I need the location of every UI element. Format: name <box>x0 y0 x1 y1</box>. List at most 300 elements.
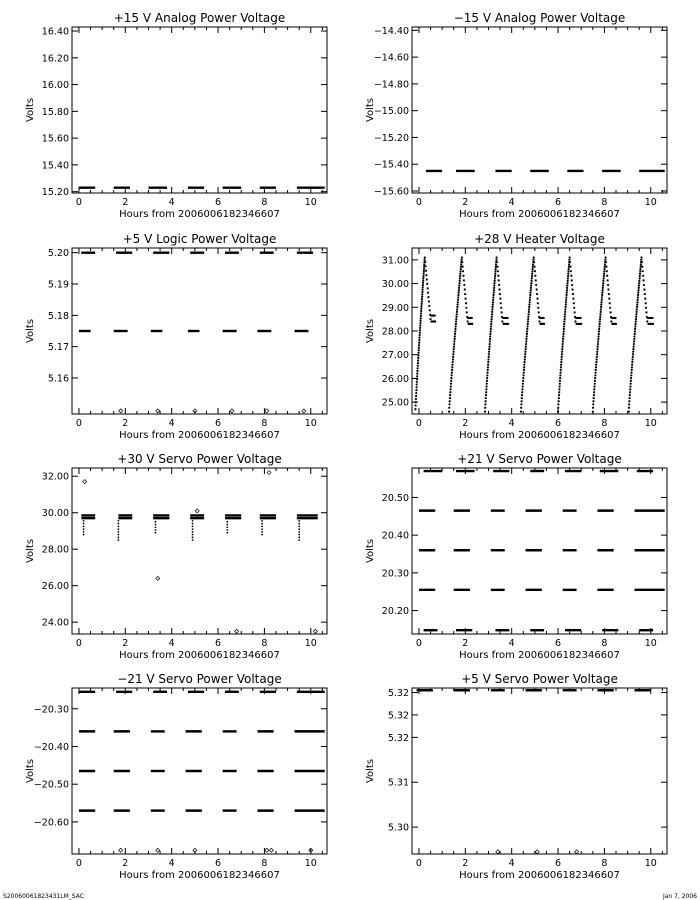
data-point <box>429 309 431 311</box>
data-point <box>492 304 494 306</box>
y-axis-label: Volts <box>365 318 376 344</box>
data-point <box>422 282 424 284</box>
y-tick-label: −20.30 <box>33 704 69 716</box>
data-point <box>490 321 492 323</box>
data-point <box>524 356 526 358</box>
data-point <box>593 385 595 387</box>
data-point <box>525 343 527 345</box>
data-point <box>602 282 604 284</box>
data-point <box>418 347 420 349</box>
data-point <box>557 411 559 413</box>
y-tick-label: −15.40 <box>373 159 409 171</box>
data-point <box>599 323 601 325</box>
x-tick-label: 6 <box>215 638 222 649</box>
y-tick-label: 15.20 <box>41 187 69 199</box>
data-point <box>416 378 418 380</box>
data-point <box>630 374 632 376</box>
y-tick-label: 16.00 <box>41 80 69 92</box>
data-point <box>531 275 533 277</box>
chart-title: −15 V Analog Power Voltage <box>453 11 626 25</box>
data-point <box>596 358 598 360</box>
data-point <box>523 361 525 363</box>
data-point <box>593 397 595 399</box>
data-point <box>490 328 492 330</box>
data-point <box>494 280 496 282</box>
data-point <box>427 292 429 294</box>
data-point <box>421 291 423 293</box>
data-point <box>604 256 606 258</box>
data-point <box>418 339 420 341</box>
data-point <box>594 380 596 382</box>
x-axis-label: Hours from 2006006182346607 <box>119 650 280 661</box>
data-point <box>461 256 463 258</box>
data-point <box>192 531 194 533</box>
data-point <box>495 268 497 270</box>
data-point <box>416 370 418 372</box>
data-point <box>633 343 635 345</box>
y-tick-label: 5.18 <box>47 310 69 322</box>
y-tick-label: 30.00 <box>41 508 69 520</box>
x-axis-label: Hours from 2006006182346607 <box>119 870 280 881</box>
data-point <box>117 528 119 530</box>
y-tick-label: 15.60 <box>41 133 69 145</box>
data-point <box>420 315 422 317</box>
data-point <box>192 520 194 522</box>
y-tick-label: −14.80 <box>373 79 409 91</box>
data-point <box>496 256 498 258</box>
data-point <box>419 320 421 322</box>
data-point <box>414 408 416 410</box>
data-point <box>450 377 452 379</box>
data-point <box>192 536 194 538</box>
data-point <box>423 270 425 272</box>
data-point <box>464 293 466 295</box>
data-point <box>600 306 602 308</box>
data-point <box>417 354 419 356</box>
data-point <box>615 323 617 325</box>
data-point <box>83 523 85 525</box>
x-tick-label: 6 <box>215 197 222 208</box>
data-point <box>489 335 491 337</box>
data-point <box>192 534 194 536</box>
x-tick-label: 2 <box>462 197 469 208</box>
data-point <box>498 288 500 290</box>
data-point <box>457 299 459 301</box>
data-point <box>423 268 425 270</box>
data-point <box>83 531 85 533</box>
data-point <box>155 526 157 528</box>
data-point <box>83 534 85 536</box>
data-point <box>526 335 528 337</box>
data-point <box>564 311 566 313</box>
data-point <box>594 377 596 379</box>
data-point <box>428 300 430 302</box>
data-point <box>486 372 488 374</box>
data-point <box>564 306 566 308</box>
data-point <box>453 340 455 342</box>
data-point <box>463 279 465 281</box>
data-point <box>261 534 263 536</box>
x-tick-label: 8 <box>601 858 608 869</box>
data-point <box>560 361 562 363</box>
data-point <box>302 409 306 413</box>
x-tick-label: 4 <box>508 858 515 869</box>
data-point <box>529 292 531 294</box>
data-point <box>507 323 509 325</box>
data-point <box>459 273 461 275</box>
data-point <box>490 323 492 325</box>
data-point <box>561 348 563 350</box>
data-point <box>491 316 493 318</box>
data-point <box>450 385 452 387</box>
data-point <box>265 848 269 852</box>
data-point <box>119 409 123 413</box>
data-point <box>269 848 273 852</box>
data-point <box>562 333 564 335</box>
data-point <box>641 261 643 263</box>
data-point <box>598 325 600 327</box>
data-point <box>571 279 573 281</box>
data-point <box>535 279 537 281</box>
data-point <box>471 323 473 325</box>
data-point <box>488 351 490 353</box>
data-point <box>226 526 228 528</box>
y-tick-label: 32.00 <box>41 471 69 483</box>
data-point <box>458 289 460 291</box>
data-point <box>566 292 568 294</box>
data-point <box>521 394 523 396</box>
data-point <box>428 305 430 307</box>
data-point <box>526 333 528 335</box>
data-point <box>564 308 566 310</box>
data-point <box>639 275 641 277</box>
data-point <box>421 303 423 305</box>
data-point <box>570 275 572 277</box>
data-point <box>487 361 489 363</box>
data-point <box>526 328 528 330</box>
data-point <box>638 280 640 282</box>
data-point <box>525 340 527 342</box>
y-tick-label: 30.00 <box>381 279 409 291</box>
data-point <box>559 377 561 379</box>
data-point <box>491 306 493 308</box>
data-point <box>524 351 526 353</box>
data-point <box>456 304 458 306</box>
data-point <box>497 275 499 277</box>
data-point <box>459 270 461 272</box>
y-axis-label: Volts <box>25 538 36 564</box>
data-point <box>572 293 574 295</box>
data-point <box>564 316 566 318</box>
data-point <box>631 366 633 368</box>
data-point <box>525 348 527 350</box>
x-tick-label: 0 <box>415 418 422 429</box>
plot-frame <box>72 27 327 193</box>
data-point <box>557 403 559 405</box>
data-point <box>636 301 638 303</box>
data-point <box>629 391 631 393</box>
chart-title: +5 V Servo Power Voltage <box>461 672 618 686</box>
y-tick-label: 20.20 <box>381 606 409 618</box>
plot-frame <box>72 468 327 634</box>
y-tick-label: 31.00 <box>381 255 409 267</box>
data-point <box>420 305 422 307</box>
data-point <box>634 330 636 332</box>
data-point <box>558 394 560 396</box>
data-point <box>484 411 486 413</box>
data-point <box>415 395 417 397</box>
data-point <box>595 361 597 363</box>
data-point <box>607 288 609 290</box>
x-tick-label: 10 <box>644 418 657 429</box>
data-point <box>490 325 492 327</box>
data-point <box>527 323 529 325</box>
data-point <box>449 397 451 399</box>
x-axis-label: Hours from 2006006182346607 <box>119 430 280 441</box>
data-point <box>117 536 119 538</box>
data-point <box>457 301 459 303</box>
data-point <box>458 282 460 284</box>
data-point <box>559 372 561 374</box>
data-point <box>192 539 194 541</box>
data-point <box>155 524 157 526</box>
data-point <box>416 373 418 375</box>
data-point <box>565 299 567 301</box>
data-point <box>631 369 633 371</box>
data-point <box>600 301 602 303</box>
data-point <box>529 294 531 296</box>
data-point <box>420 308 422 310</box>
data-point <box>456 311 458 313</box>
data-point <box>603 275 605 277</box>
data-point <box>452 356 454 358</box>
data-layer <box>79 253 313 413</box>
x-tick-label: 6 <box>555 197 562 208</box>
data-point <box>156 848 160 852</box>
data-point <box>117 534 119 536</box>
data-point <box>565 296 567 298</box>
data-point <box>529 301 531 303</box>
data-point <box>526 330 528 332</box>
x-tick-label: 6 <box>215 418 222 429</box>
data-point <box>494 273 496 275</box>
chart-panel-6 <box>365 452 667 661</box>
data-point <box>631 364 633 366</box>
data-point <box>580 317 582 319</box>
y-axis-label: Volts <box>365 97 376 123</box>
data-point <box>568 263 570 265</box>
data-point <box>419 332 421 334</box>
data-point <box>534 275 536 277</box>
y-tick-label: 28.00 <box>41 544 69 556</box>
data-point <box>494 275 496 277</box>
data-point <box>536 293 538 295</box>
data-point <box>492 301 494 303</box>
data-point <box>574 320 576 322</box>
data-point <box>449 388 451 390</box>
x-tick-label: 0 <box>415 858 422 869</box>
data-point <box>598 328 600 330</box>
x-tick-label: 0 <box>75 418 82 429</box>
data-point <box>434 320 436 322</box>
y-tick-label: 27.00 <box>381 350 409 362</box>
data-point <box>453 343 455 345</box>
data-point <box>456 306 458 308</box>
data-point <box>529 299 531 301</box>
data-point <box>493 292 495 294</box>
data-point <box>567 277 569 279</box>
data-point <box>454 335 456 337</box>
data-point <box>421 289 423 291</box>
data-point <box>484 407 486 409</box>
data-point <box>628 411 630 413</box>
data-point <box>630 377 632 379</box>
data-point <box>496 261 498 263</box>
data-point <box>83 480 87 484</box>
data-point <box>528 313 530 315</box>
data-point <box>521 388 523 390</box>
data-point <box>459 277 461 279</box>
y-tick-label: 5.20 <box>47 248 69 260</box>
data-point <box>500 307 502 309</box>
data-point <box>527 316 529 318</box>
data-point <box>632 351 634 353</box>
data-point <box>226 521 228 523</box>
data-point <box>603 268 605 270</box>
data-point <box>571 284 573 286</box>
data-point <box>522 380 524 382</box>
data-point <box>521 391 523 393</box>
y-tick-label: 26.00 <box>41 581 69 593</box>
data-point <box>532 263 534 265</box>
data-point <box>492 296 494 298</box>
data-point <box>460 268 462 270</box>
data-point <box>633 345 635 347</box>
x-tick-label: 6 <box>555 858 562 869</box>
y-tick-label: 5.32 <box>387 687 409 699</box>
chart-panel-1 <box>25 11 327 220</box>
data-point <box>530 282 532 284</box>
data-point <box>640 256 642 258</box>
data-point <box>602 287 604 289</box>
data-point <box>467 320 469 322</box>
data-point <box>226 529 228 531</box>
data-point <box>418 349 420 351</box>
data-point <box>534 270 536 272</box>
data-point <box>637 299 639 301</box>
data-point <box>455 325 457 327</box>
data-point <box>484 403 486 405</box>
data-point <box>563 325 565 327</box>
x-axis-label: Hours from 2006006182346607 <box>459 209 620 220</box>
data-point <box>629 394 631 396</box>
data-point <box>644 293 646 295</box>
data-point <box>600 311 602 313</box>
data-point <box>500 302 502 304</box>
data-point <box>559 380 561 382</box>
data-point <box>451 369 453 371</box>
data-point <box>637 294 639 296</box>
data-point <box>261 531 263 533</box>
data-point <box>453 345 455 347</box>
data-point <box>568 259 570 261</box>
data-point <box>645 302 647 304</box>
data-point <box>420 312 422 314</box>
data-point <box>598 333 600 335</box>
data-point <box>155 529 157 531</box>
y-tick-label: −14.60 <box>373 52 409 64</box>
data-point <box>525 345 527 347</box>
data-point <box>596 348 598 350</box>
data-point <box>465 307 467 309</box>
x-tick-label: 0 <box>415 638 422 649</box>
data-point <box>226 532 228 534</box>
x-tick-label: 6 <box>555 418 562 429</box>
data-point <box>520 407 522 409</box>
data-point <box>83 528 85 530</box>
data-point <box>610 320 612 322</box>
y-tick-label: −14.40 <box>373 25 409 37</box>
data-point <box>415 404 417 406</box>
data-point <box>424 261 426 263</box>
data-point <box>605 266 607 268</box>
data-point <box>523 369 525 371</box>
chart-title: +5 V Logic Power Voltage <box>122 232 277 246</box>
footer-right: Jan 7, 2006 <box>662 893 697 900</box>
x-tick-label: 2 <box>122 418 129 429</box>
data-point <box>557 407 559 409</box>
data-point <box>455 318 457 320</box>
data-point <box>453 348 455 350</box>
data-point <box>267 471 271 475</box>
data-point <box>501 320 503 322</box>
data-point <box>638 284 640 286</box>
data-point <box>527 321 529 323</box>
data-point <box>192 528 194 530</box>
x-tick-label: 8 <box>601 418 608 429</box>
data-point <box>646 320 648 322</box>
x-tick-label: 10 <box>644 858 657 869</box>
data-point <box>487 369 489 371</box>
data-point <box>485 400 487 402</box>
y-tick-label: 5.19 <box>47 279 69 291</box>
data-point <box>603 273 605 275</box>
data-point <box>609 302 611 304</box>
data-point <box>560 366 562 368</box>
data-point <box>415 386 417 388</box>
data-point <box>192 523 194 525</box>
data-point <box>458 284 460 286</box>
data-point <box>629 397 631 399</box>
x-tick-label: 4 <box>168 858 175 869</box>
data-point <box>563 330 565 332</box>
data-point <box>530 284 532 286</box>
data-point <box>421 296 423 298</box>
data-point <box>597 345 599 347</box>
y-tick-label: −20.40 <box>33 741 69 753</box>
chart-panel-4 <box>365 232 667 441</box>
x-tick-label: 2 <box>462 858 469 869</box>
data-point <box>561 356 563 358</box>
data-point <box>638 287 640 289</box>
x-tick-label: 4 <box>168 197 175 208</box>
data-point <box>448 407 450 409</box>
data-point <box>594 374 596 376</box>
data-point <box>455 321 457 323</box>
data-point <box>498 279 500 281</box>
data-point <box>457 296 459 298</box>
data-point <box>452 358 454 360</box>
